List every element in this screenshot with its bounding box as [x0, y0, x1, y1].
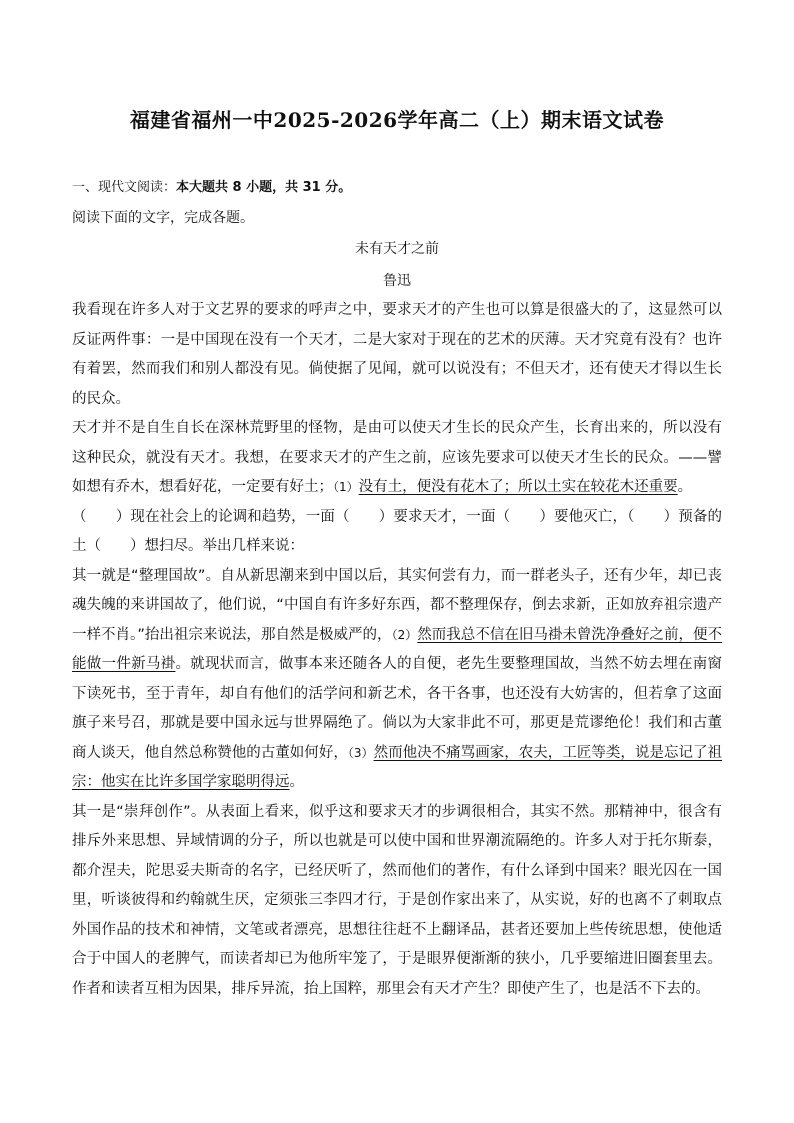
reading-instruction: 阅读下面的文字，完成各题。 [72, 210, 254, 226]
underlined-sentence-1: 没有土，便没有花木了；所以土实在较花木还重要 [358, 479, 678, 495]
paragraph-4 [72, 562, 722, 798]
paragraph-2-end: 。 [677, 479, 693, 495]
underlined-sentence-3: 然而他决不痛骂画家，农夫，工匠等类，说是忘记了祖宗：他实在比许多国学家聪明得远 [72, 744, 723, 790]
exam-title: 福建省福州一中2025-2026学年高二（上）期末语文试卷 [129, 108, 665, 132]
section-prefix: 一、现代文阅读： [72, 180, 177, 195]
paragraph-3-fill-blanks: （ ）现在社会上的论调和趋势，一面（ ）要求天才，一面（ ）要他灭亡，（ ）预备的土（ ）想扫尽。举出几样来说： [72, 508, 722, 554]
section-points: 本大题共 8 小题，共 31 分。 [176, 180, 352, 195]
paragraph-4-text-a: 其一就是“整理国故”。自从新思潮来到中国以后，其实何尝有力，而一群老头子，还有少年，却已丧魂失魄的来讲国故了，他们说，“中国自有许多好东西，都不整理保存，倒去求新，正如放弃祖宗遗产一样不肖。”抬出祖宗来说法，那自然是极威严的， [72, 567, 722, 643]
paragraph-1: 我看现在许多人对于文艺界的要求的呼声之中，要求天才的产生也可以算是很盛大的了，这显然可以反证两件事：一是中国现在没有一个天才，二是大家对于现在的艺术的厌薄。天才究竟有没有？也许有着罢，然而我们和别人都没有见。倘使据了见闻，就可以说没有；不但天才，还有使天才得以生长的民众。 [72, 302, 722, 407]
passage-title: 未有天才之前 [355, 241, 439, 257]
passage-body [72, 296, 722, 1004]
passage-author: 鲁迅 [383, 273, 411, 289]
paragraph-5: 其一是“崇拜创作”。从表面上看来，似乎这和要求天才的步调很相合，其实不然。那精神中，很含有排斥外来思想、异域情调的分子，所以也就是可以使中国和世界潮流隔绝的。许多人对于托尔斯泰，都介涅夫，陀思妥夫斯奇的名字，已经厌听了，然而他们的著作，有什么译到中国来？眼光囚在一国里，听谈彼得和约翰就生厌，定须张三李四才行，于是创作家出来了，从实说，好的也离不了刺取点外国作品的技术和神情，文笔或者漂亮，思想往往赶不上翻译品，甚者还要加上些传统思想，使他适合于中国人的老脾气，而读者却已为他所牢笼了，于是眼界便渐渐的狭小，几乎要缩进旧圈套里去。作者和读者互相为因果，排斥异流，抬上国粹，那里会有天才产生？即使产生了，也是活不下去的。 [72, 803, 722, 997]
section-heading [72, 176, 351, 195]
underlined-sentence-2: 然而我总不信在旧马褂未曾洗净叠好之前，便不能做一件新马褂 [72, 626, 723, 672]
question-marker-1: （1） [333, 480, 359, 494]
paragraph-4-end: 。 [289, 774, 304, 790]
paragraph-2-text: 天才并不是自生自长在深林荒野里的怪物，是由可以使天才生长的民众产生，长育出来的，所以没有这种民众，就没有天才。我想，在要求天才的产生之前，应该先要求可以使天才生长的民众。——譬如想有乔木，想看好花，一定要有好土； [72, 420, 722, 495]
question-marker-3: （3） [347, 745, 374, 760]
paragraph-4-text-b: 。就现状而言，做事本来还随各人的自便，老先生要整理国故，当然不妨去埋在南窗下读死书，至于青年，却自有他们的活学问和新艺术，各干各事，也还没有大妨害的，但若拿了这面旗子来号召，那就是要中国永远与世界隔绝了。倘以为大家非此不可，那更是荒谬绝伦！我们和古董商人谈天，他自然总称赞他的古董如何好， [72, 656, 722, 761]
question-marker-2: （2） [391, 627, 418, 642]
paragraph-2 [72, 414, 722, 503]
